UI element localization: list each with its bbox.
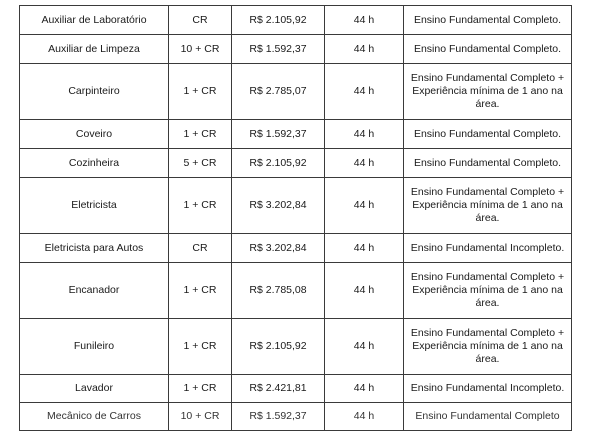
cell-cargo: Eletricista — [20, 178, 169, 234]
cell-cargo: Auxiliar de Limpeza — [20, 35, 169, 64]
cell-requisito: Ensino Fundamental Completo. — [404, 35, 572, 64]
cell-salario: R$ 3.202,84 — [232, 178, 325, 234]
cell-carga: 44 h — [325, 319, 404, 375]
cell-salario: R$ 2.105,92 — [232, 319, 325, 375]
cell-requisito: Ensino Fundamental Completo + Experiência mínima de 1 ano na área. — [404, 319, 572, 375]
cell-salario: R$ 2.105,92 — [232, 6, 325, 35]
cell-salario: R$ 2.105,92 — [232, 149, 325, 178]
cell-requisito: Ensino Fundamental Completo. — [404, 149, 572, 178]
cell-carga: 44 h — [325, 403, 404, 431]
cell-carga: 44 h — [325, 234, 404, 263]
cell-vagas: 1 + CR — [169, 120, 232, 149]
job-positions-table — [19, 5, 572, 431]
cell-vagas: 1 + CR — [169, 178, 232, 234]
cell-requisito: Ensino Fundamental Completo. — [404, 6, 572, 35]
cell-vagas: 1 + CR — [169, 375, 232, 403]
table-row — [20, 6, 572, 35]
cell-vagas: 5 + CR — [169, 149, 232, 178]
cell-carga: 44 h — [325, 64, 404, 120]
cell-vagas: 1 + CR — [169, 319, 232, 375]
cell-requisito: Ensino Fundamental Completo. — [404, 120, 572, 149]
cell-cargo: Coveiro — [20, 120, 169, 149]
table-row — [20, 319, 572, 375]
cell-cargo: Eletricista para Autos — [20, 234, 169, 263]
cell-vagas: CR — [169, 6, 232, 35]
cell-carga: 44 h — [325, 120, 404, 149]
cell-cargo: Lavador — [20, 375, 169, 403]
table-row — [20, 178, 572, 234]
cell-vagas: 1 + CR — [169, 263, 232, 319]
cell-carga: 44 h — [325, 6, 404, 35]
cell-requisito: Ensino Fundamental Completo — [404, 403, 572, 431]
cell-requisito: Ensino Fundamental Completo + Experiência mínima de 1 ano na área. — [404, 178, 572, 234]
cell-requisito: Ensino Fundamental Completo + Experiência mínima de 1 ano na área. — [404, 64, 572, 120]
cell-vagas: 1 + CR — [169, 64, 232, 120]
cell-carga: 44 h — [325, 178, 404, 234]
cell-cargo: Cozinheira — [20, 149, 169, 178]
cell-salario: R$ 1.592,37 — [232, 120, 325, 149]
table-row — [20, 234, 572, 263]
cell-vagas: 10 + CR — [169, 35, 232, 64]
cell-requisito: Ensino Fundamental Incompleto. — [404, 234, 572, 263]
cell-requisito: Ensino Fundamental Completo + Experiência mínima de 1 ano na área. — [404, 263, 572, 319]
table-row — [20, 375, 572, 403]
cell-carga: 44 h — [325, 375, 404, 403]
cell-carga: 44 h — [325, 35, 404, 64]
cell-cargo: Auxiliar de Laboratório — [20, 6, 169, 35]
table-row — [20, 149, 572, 178]
cell-cargo: Funileiro — [20, 319, 169, 375]
cell-salario: R$ 2.421,81 — [232, 375, 325, 403]
cell-vagas: CR — [169, 234, 232, 263]
cell-carga: 44 h — [325, 263, 404, 319]
table-row — [20, 263, 572, 319]
cell-salario: R$ 1.592,37 — [232, 403, 325, 431]
cell-vagas: 10 + CR — [169, 403, 232, 431]
cell-cargo: Carpinteiro — [20, 64, 169, 120]
table-row — [20, 64, 572, 120]
cell-salario: R$ 2.785,07 — [232, 64, 325, 120]
table-row — [20, 35, 572, 64]
cell-carga: 44 h — [325, 149, 404, 178]
cell-salario: R$ 2.785,08 — [232, 263, 325, 319]
cell-salario: R$ 1.592,37 — [232, 35, 325, 64]
cell-cargo: Encanador — [20, 263, 169, 319]
cell-salario: R$ 3.202,84 — [232, 234, 325, 263]
cell-cargo: Mecânico de Carros — [20, 403, 169, 431]
cell-requisito: Ensino Fundamental Incompleto. — [404, 375, 572, 403]
table-row — [20, 403, 572, 431]
table-row — [20, 120, 572, 149]
